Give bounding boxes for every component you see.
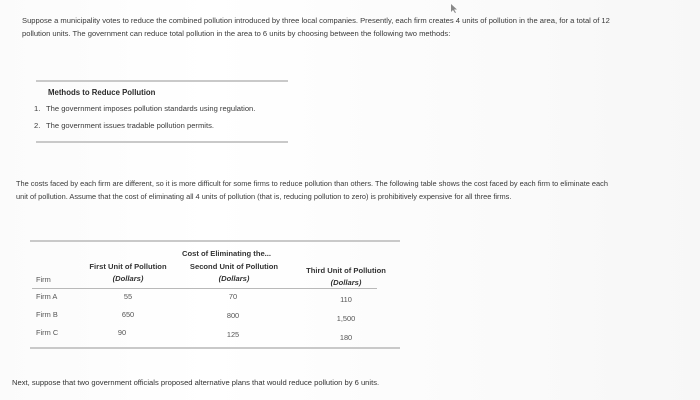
list-item-number: 1. bbox=[34, 104, 41, 113]
table-cell: 70 bbox=[228, 292, 238, 301]
table-cell: 1,500 bbox=[336, 314, 356, 323]
methods-list bbox=[34, 104, 255, 138]
column-header-title: Third Unit of Pollution bbox=[306, 266, 386, 275]
table-cell: 800 bbox=[226, 311, 240, 320]
table-cell: 55 bbox=[123, 292, 133, 301]
table-cell: 90 bbox=[117, 328, 127, 337]
list-item-number: 2. bbox=[34, 121, 41, 130]
methods-bottom-divider bbox=[36, 141, 288, 143]
list-item-text: The government imposes pollution standards using regulation. bbox=[46, 104, 256, 113]
list-item bbox=[34, 104, 255, 121]
cost-table bbox=[32, 241, 402, 353]
firm-name: Firm C bbox=[36, 328, 59, 337]
table-cell: 125 bbox=[226, 330, 240, 339]
column-header-second-unit bbox=[180, 261, 288, 285]
firm-name: Firm A bbox=[36, 292, 58, 301]
firm-column-header: Firm bbox=[36, 275, 51, 284]
table-cell: 180 bbox=[339, 333, 353, 342]
mouse-cursor-icon bbox=[450, 0, 460, 10]
firm-name: Firm B bbox=[36, 310, 58, 319]
costs-paragraph: The costs faced by each firm are different, so it is more difficult for some firms to reduce pollution than others. The following table shows the cost faced by each firm to eliminate each unit of pollution. Assume that the cost of eliminating all 4 units of pollution (that is, reducing pollution to zero) is prohibitively expensive for all three firms. bbox=[16, 179, 608, 201]
table-bottom-divider bbox=[30, 347, 400, 349]
column-header-first-unit bbox=[76, 261, 180, 285]
table-cell: 110 bbox=[340, 295, 352, 304]
intro-paragraph: Suppose a municipality votes to reduce the combined pollution introduced by three local companies. Presently, each firm creates 4 units of pollution in the area, for a total of 12 pollution units. The government can reduce total pollution in the area to 6 units by choosing between the following two methods: bbox=[22, 16, 610, 38]
column-header-title: Second Unit of Pollution bbox=[189, 262, 279, 271]
column-header-title: First Unit of Pollution bbox=[89, 262, 167, 271]
methods-title: Methods to Reduce Pollution bbox=[48, 88, 156, 97]
list-item-text: The government issues tradable pollution permits. bbox=[46, 121, 214, 130]
table-row bbox=[32, 289, 377, 307]
column-header-third-unit bbox=[294, 265, 398, 289]
column-header-unit: (Dollars) bbox=[218, 274, 250, 283]
list-item bbox=[34, 121, 255, 138]
table-group-header: Cost of Eliminating the... bbox=[182, 249, 272, 258]
column-header-unit: (Dollars) bbox=[330, 278, 362, 287]
table-row bbox=[32, 307, 377, 325]
table-row bbox=[32, 325, 377, 343]
table-cell: 650 bbox=[121, 310, 135, 319]
next-paragraph: Next, suppose that two government officials proposed alternative plans that would reduce pollution by 6 units. bbox=[12, 378, 380, 387]
methods-top-divider bbox=[36, 80, 288, 82]
column-header-unit: (Dollars) bbox=[112, 274, 144, 283]
